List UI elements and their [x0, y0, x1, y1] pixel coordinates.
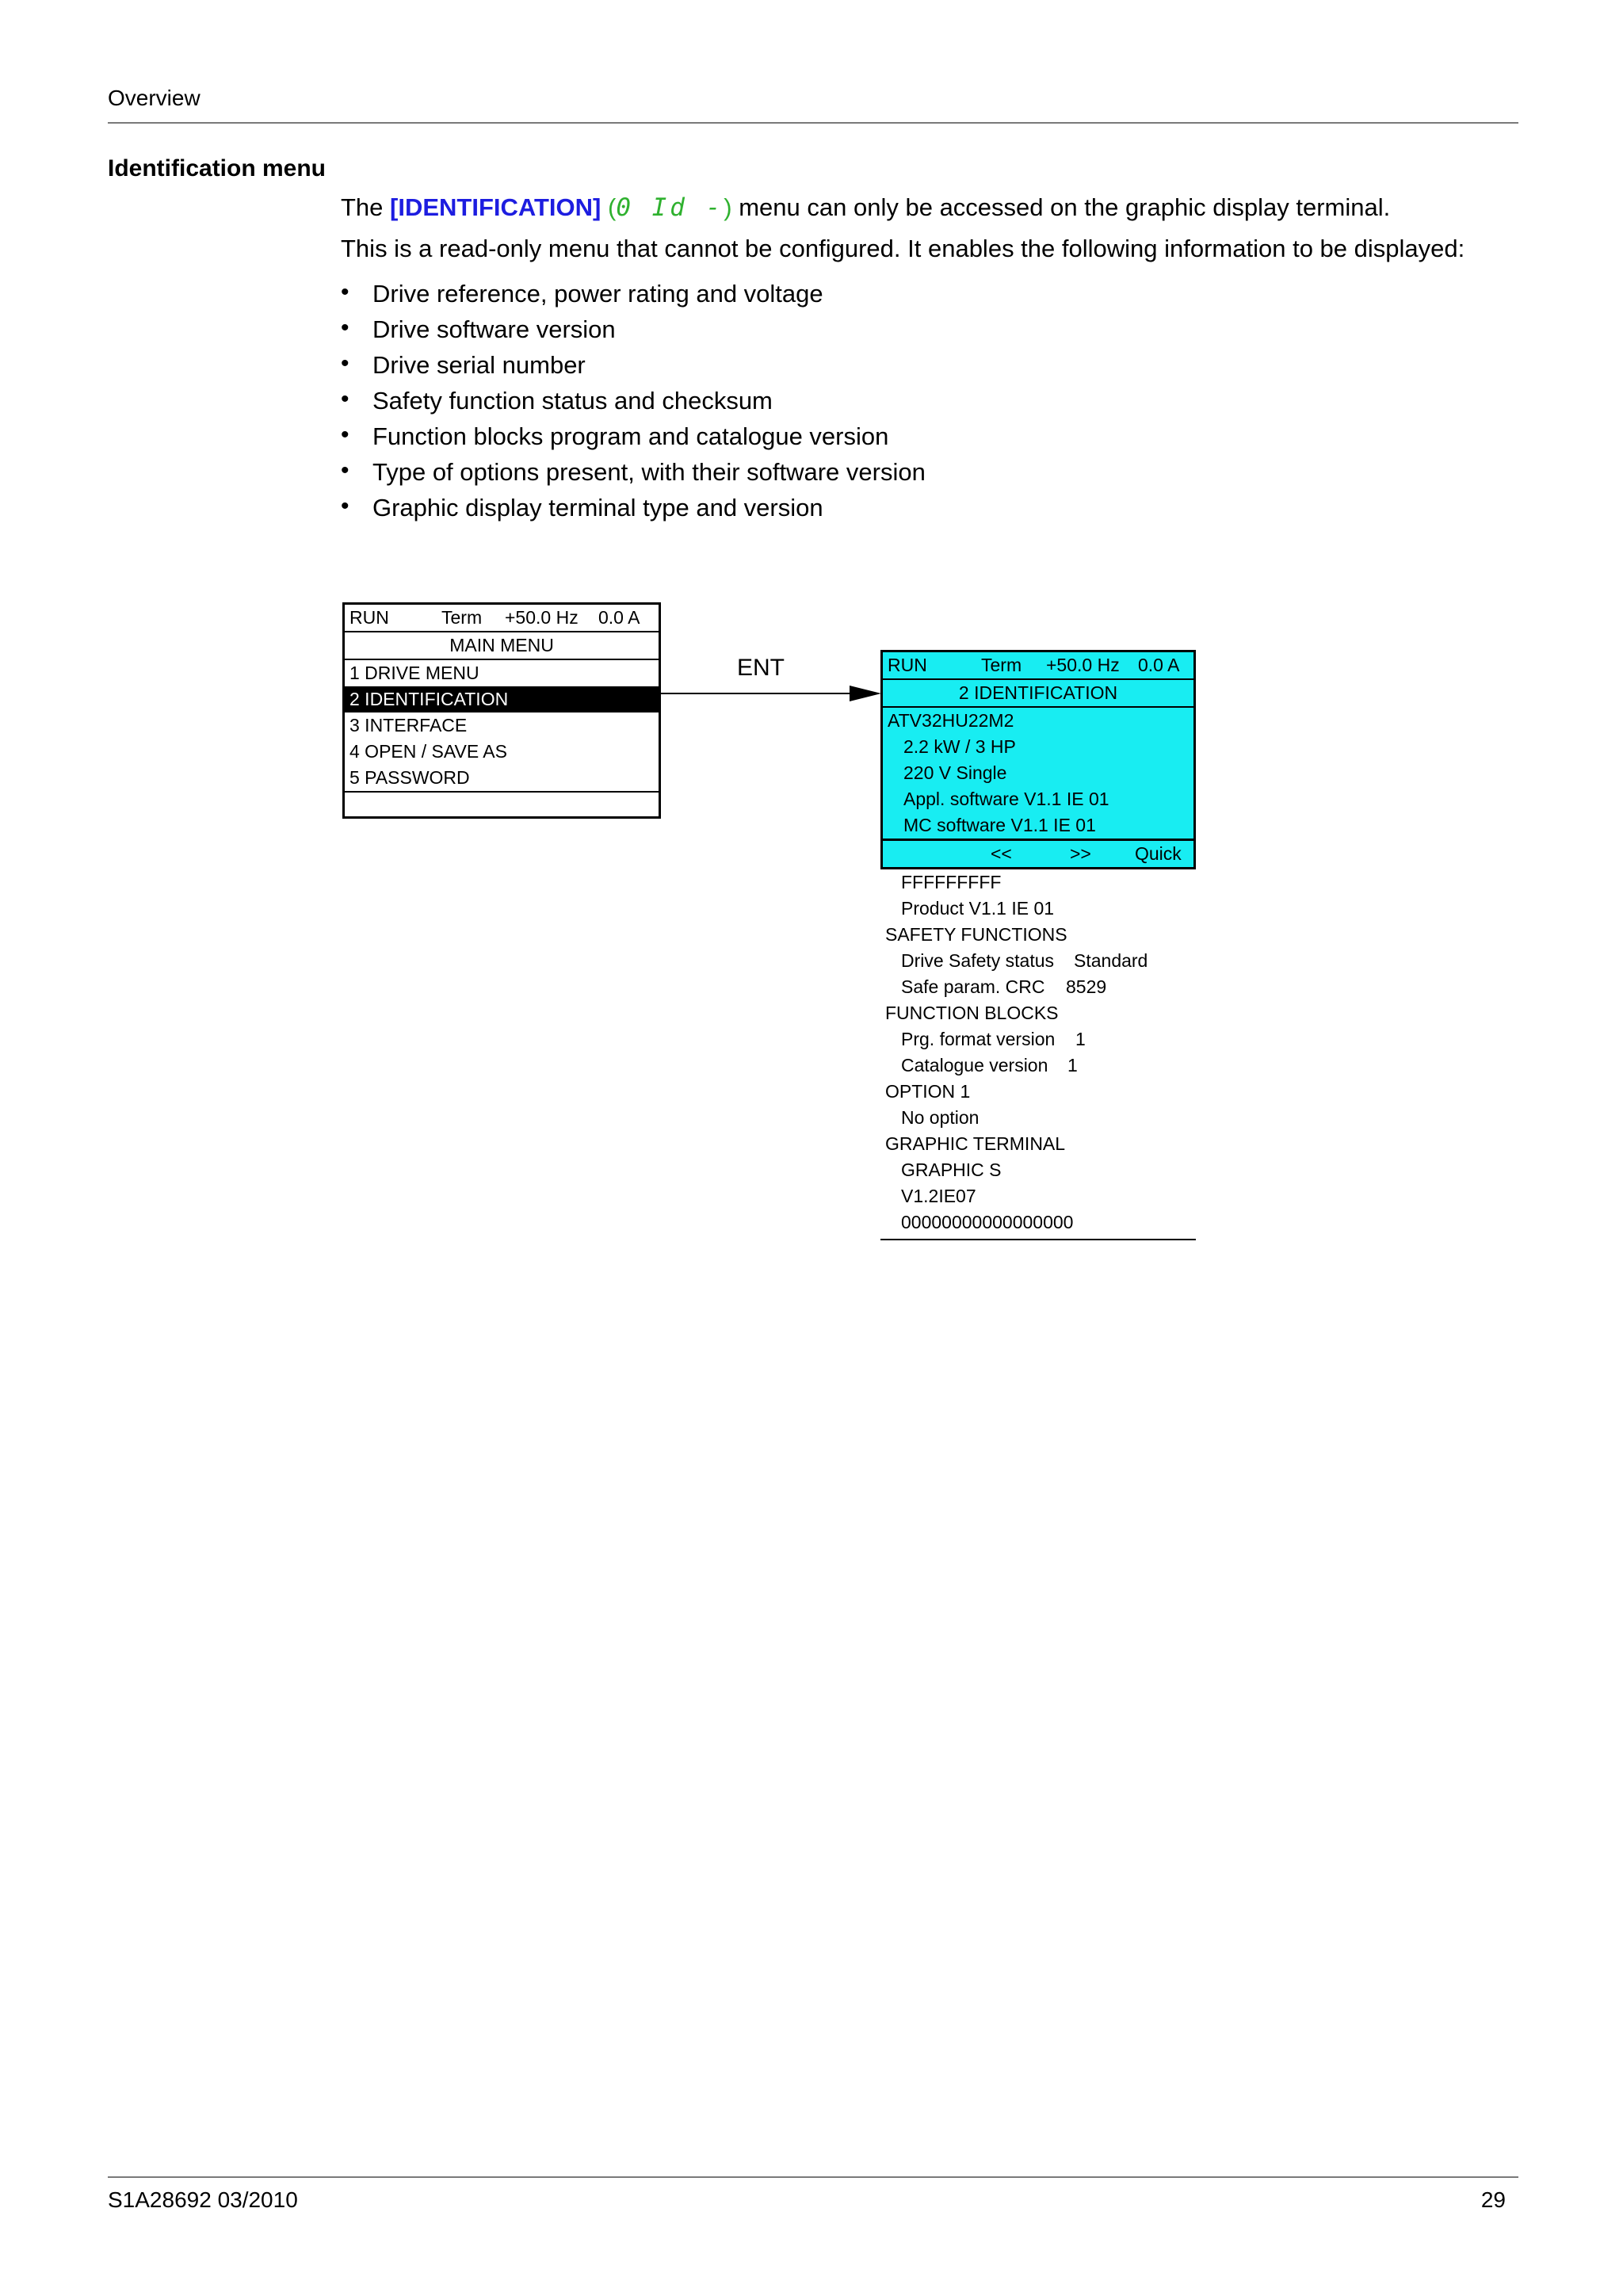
footer-rule	[108, 2176, 1518, 2178]
scrolled-content	[880, 869, 1196, 1240]
info-bullet-list	[341, 277, 926, 527]
drive-safety-status-value: Standard	[1074, 950, 1148, 971]
voltage: 220 V Single	[903, 762, 1007, 783]
status-current: 0.0 A	[598, 607, 640, 628]
graphic-terminal-heading: GRAPHIC TERMINAL	[885, 1133, 1066, 1154]
catalogue-version: Catalogue version 1	[880, 1052, 1196, 1079]
menu-item-password[interactable]: 5 PASSWORD	[349, 767, 470, 788]
menu-item-drive-menu[interactable]: 1 DRIVE MENU	[349, 663, 479, 683]
bullet-item	[341, 420, 926, 456]
bullet-item	[341, 384, 926, 420]
bullet-text: Type of options present, with their software version	[372, 458, 926, 486]
bullet-text: Function blocks program and catalogue version	[372, 422, 889, 450]
bullet-item	[341, 277, 926, 313]
bullet-icon: •	[341, 315, 349, 341]
bullet-item	[341, 491, 926, 527]
status-term: Term	[981, 655, 1022, 675]
intro-pre: The	[341, 193, 391, 221]
option-1-value: No option	[901, 1107, 980, 1128]
bullet-item	[341, 313, 926, 349]
bullet-icon: •	[341, 457, 349, 483]
next-key[interactable]: >>	[1070, 843, 1091, 864]
status-bar	[345, 605, 659, 632]
identification-terminal	[880, 650, 1196, 1240]
ent-key-label: ENT	[737, 655, 785, 681]
bullet-text: Drive software version	[372, 315, 616, 343]
intro-post: menu can only be accessed on the graphic display terminal.	[731, 193, 1391, 221]
identification-screen	[880, 650, 1196, 869]
menu-name: [IDENTIFICATION]	[390, 193, 601, 221]
menu-item-identification[interactable]: 2 IDENTIFICATION	[345, 686, 659, 712]
status-mode: RUN	[888, 655, 927, 675]
bullet-icon: •	[341, 386, 349, 412]
power-rating: 2.2 kW / 3 HP	[903, 736, 1016, 757]
page-number: 29	[1480, 2187, 1506, 2212]
status-frequency: +50.0 Hz	[505, 607, 579, 628]
drive-safety-status: Drive Safety status Standard	[880, 948, 1196, 974]
intro-line-2: This is a read-only menu that cannot be configured. It enables the following information to be displayed:	[341, 235, 1465, 262]
ent-arrow-icon	[656, 682, 883, 705]
prg-format-version: Prg. format version 1	[880, 1026, 1196, 1052]
bullet-item	[341, 349, 926, 384]
menu-item-open-save-as[interactable]: 4 OPEN / SAVE AS	[349, 741, 507, 762]
bullet-icon: •	[341, 350, 349, 376]
header-rule	[108, 122, 1518, 124]
mc-software: MC software V1.1 IE 01	[903, 815, 1096, 835]
safety-functions-heading: SAFETY FUNCTIONS	[885, 924, 1067, 945]
bullet-icon: •	[341, 422, 349, 448]
status-mode: RUN	[349, 607, 389, 628]
bullet-icon: •	[341, 493, 349, 519]
status-bar	[883, 652, 1193, 680]
safe-param-crc: Safe param. CRC 8529	[880, 974, 1196, 1000]
quick-key[interactable]: Quick	[1135, 843, 1182, 864]
option-1-heading: OPTION 1	[885, 1081, 971, 1102]
safe-param-crc-value: 8529	[1066, 976, 1107, 997]
bullet-text: Drive reference, power rating and voltage	[372, 280, 823, 308]
catalogue-version-value: 1	[1067, 1055, 1078, 1075]
document-reference: S1A28692 03/2010	[108, 2187, 298, 2212]
menu-item-interface[interactable]: 3 INTERFACE	[349, 715, 468, 735]
empty-footer-row	[345, 791, 659, 816]
menu-code: 0 Id -	[616, 193, 724, 222]
prg-format-version-value: 1	[1075, 1029, 1086, 1049]
function-key-bar	[883, 839, 1193, 867]
bullet-text: Safety function status and checksum	[372, 387, 773, 415]
bullet-item	[341, 456, 926, 491]
bullet-icon: •	[341, 279, 349, 305]
product-version: Product V1.1 IE 01	[901, 898, 1055, 919]
appl-software: Appl. software V1.1 IE 01	[903, 789, 1109, 809]
prev-key[interactable]: <<	[991, 843, 1012, 864]
main-menu-terminal	[342, 602, 661, 819]
status-frequency: +50.0 Hz	[1046, 655, 1120, 675]
code-close: )	[724, 193, 732, 221]
bullet-text: Drive serial number	[372, 351, 586, 379]
code-open: (	[601, 193, 617, 221]
function-blocks-heading: FUNCTION BLOCKS	[885, 1003, 1059, 1023]
bullet-text: Graphic display terminal type and version	[372, 494, 823, 521]
menu-title: MAIN MENU	[345, 632, 659, 660]
section-title: Identification menu	[108, 155, 327, 181]
graphic-terminal-version: V1.2IE07	[901, 1186, 976, 1206]
intro-line-1	[341, 193, 1390, 222]
screen-title: 2 IDENTIFICATION	[883, 680, 1193, 708]
graphic-terminal-serial: 00000000000000000	[901, 1212, 1074, 1232]
drive-reference: ATV32HU22M2	[888, 710, 1014, 731]
status-term: Term	[441, 607, 483, 628]
running-header: Overview	[108, 86, 200, 110]
serial-number: FFFFFFFFF	[901, 872, 1002, 892]
bottom-rule	[880, 1239, 1196, 1240]
status-current: 0.0 A	[1138, 655, 1180, 675]
graphic-terminal-type: GRAPHIC S	[901, 1159, 1002, 1180]
